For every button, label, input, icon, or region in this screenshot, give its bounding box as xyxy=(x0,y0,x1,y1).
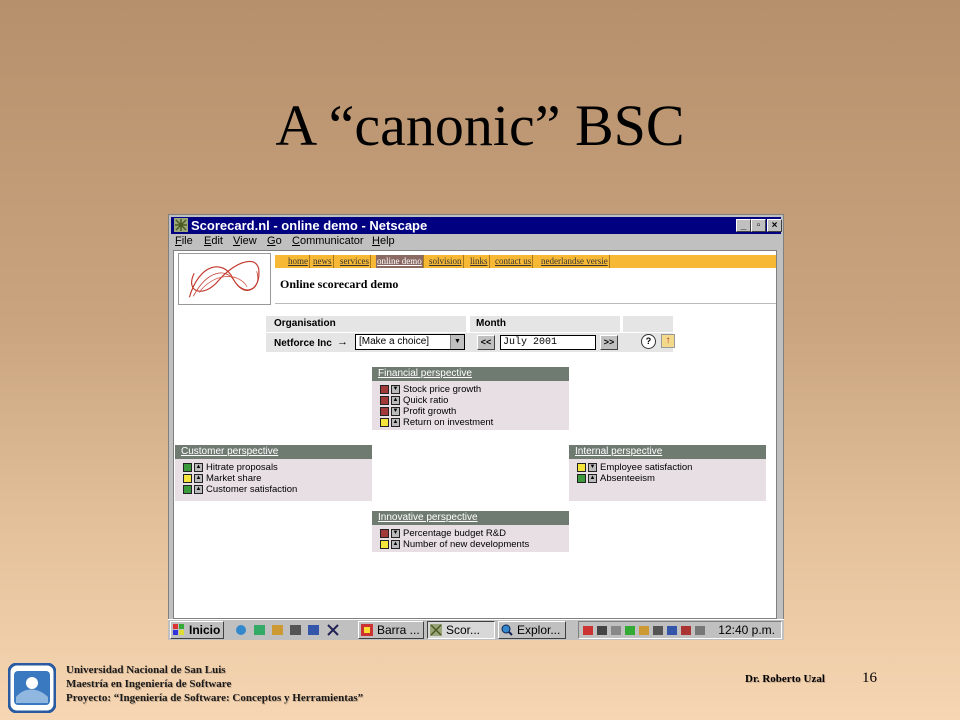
page-number: 16 xyxy=(862,670,877,686)
nav-nederlandse-versie[interactable]: nederlandse versie xyxy=(541,256,608,266)
organisation-select-value: [Make a choice] xyxy=(359,336,430,347)
menu-view[interactable]: View xyxy=(233,235,257,247)
kpi-row[interactable] xyxy=(577,473,766,484)
tray-icons[interactable] xyxy=(583,624,711,637)
kpi-label: Return on investment xyxy=(403,417,494,428)
internal-perspective-title[interactable]: Internal perspective xyxy=(569,445,766,459)
help-icon[interactable]: ? xyxy=(641,334,656,349)
status-light-icon xyxy=(380,385,389,394)
window-titlebar[interactable] xyxy=(171,217,781,234)
financial-perspective-title[interactable]: Financial perspective xyxy=(372,367,569,381)
trend-up-icon: ▲ xyxy=(195,485,202,492)
trend-down-icon: ▼ xyxy=(392,529,399,536)
trend-up-icon: ▲ xyxy=(195,463,202,470)
kpi-label: Employee satisfaction xyxy=(600,462,693,473)
trend-up-icon: ▲ xyxy=(589,474,596,481)
kpi-row[interactable] xyxy=(183,462,372,473)
status-light-icon xyxy=(183,463,192,472)
kpi-label: Quick ratio xyxy=(403,395,449,406)
status-light-icon xyxy=(183,485,192,494)
innovative-perspective xyxy=(372,511,569,552)
window-title: Scorecard.nl - online demo - Netscape xyxy=(191,218,428,233)
kpi-label: Stock price growth xyxy=(403,384,482,395)
system-tray xyxy=(578,621,782,639)
status-light-icon xyxy=(577,463,586,472)
task-scorecard[interactable] xyxy=(427,621,495,639)
nav-online-demo[interactable]: online demo xyxy=(377,256,422,266)
trend-down-icon: ▼ xyxy=(589,463,596,470)
site-nav xyxy=(275,255,777,268)
kpi-label: Customer satisfaction xyxy=(206,484,298,495)
status-light-icon xyxy=(380,407,389,416)
month-input[interactable]: July 2001 xyxy=(500,335,596,350)
footer-line-project: Proyecto: “Ingeniería de Software: Conceptos y Herramientas” xyxy=(66,692,364,704)
kpi-row[interactable] xyxy=(380,417,569,428)
customer-perspective-title[interactable]: Customer perspective xyxy=(175,445,372,459)
start-button[interactable] xyxy=(170,621,224,639)
task-label: Scor... xyxy=(446,623,481,637)
menu-go[interactable]: Go xyxy=(267,235,282,247)
kpi-row[interactable] xyxy=(577,462,766,473)
kpi-label: Hitrate proposals xyxy=(206,462,278,473)
status-light-icon xyxy=(380,540,389,549)
innovative-perspective-title[interactable]: Innovative perspective xyxy=(372,511,569,525)
footer-line-university: Universidad Nacional de San Luis xyxy=(66,664,226,676)
financial-perspective xyxy=(372,367,569,430)
vertical-scrollbar[interactable] xyxy=(777,250,781,619)
arrow-right-icon: → xyxy=(337,336,348,348)
kpi-label: Market share xyxy=(206,473,262,484)
kpi-row[interactable] xyxy=(380,539,569,550)
next-month-button[interactable]: >> xyxy=(600,335,618,350)
trend-down-icon: ▼ xyxy=(392,385,399,392)
kpi-label: Profit growth xyxy=(403,406,457,417)
status-light-icon xyxy=(380,396,389,405)
internal-perspective xyxy=(569,445,766,501)
kpi-label: Number of new developments xyxy=(403,539,530,550)
kpi-row[interactable] xyxy=(380,406,569,417)
close-button[interactable]: × xyxy=(767,219,782,232)
trend-up-icon: ▲ xyxy=(392,540,399,547)
task-label: Barra ... xyxy=(377,623,420,637)
organisation-name: Netforce Inc xyxy=(274,338,332,349)
slide-title: A “canonic” BSC xyxy=(275,93,685,158)
task-barra[interactable] xyxy=(358,621,424,639)
month-header: Month xyxy=(470,316,620,332)
trend-up-icon: ▲ xyxy=(392,396,399,403)
status-light-icon xyxy=(380,418,389,427)
trend-down-icon: ▼ xyxy=(392,407,399,414)
nav-links[interactable]: links xyxy=(470,256,488,266)
nav-solvision[interactable]: solvision xyxy=(429,256,462,266)
kpi-label: Percentage budget R&D xyxy=(403,528,506,539)
organisation-select[interactable] xyxy=(355,334,465,350)
task-explorer[interactable] xyxy=(498,621,566,639)
taskbar xyxy=(168,619,784,640)
kpi-row[interactable] xyxy=(380,384,569,395)
browser-window xyxy=(168,214,784,640)
status-light-icon xyxy=(380,529,389,538)
controls-header-spacer xyxy=(623,316,673,332)
kpi-row[interactable] xyxy=(380,528,569,539)
menu-edit[interactable]: Edit xyxy=(204,235,223,247)
maximize-button[interactable]: ▫ xyxy=(751,219,766,232)
footer-institution xyxy=(66,663,363,705)
netscape-icon xyxy=(174,218,188,232)
kpi-row[interactable] xyxy=(183,484,372,495)
explorer-icon xyxy=(501,624,513,636)
kpi-row[interactable] xyxy=(380,395,569,406)
menu-file[interactable]: File xyxy=(175,235,193,247)
menu-help[interactable]: Help xyxy=(372,235,395,247)
netscape-icon xyxy=(430,624,442,636)
prev-month-button[interactable]: << xyxy=(477,335,495,350)
university-logo xyxy=(8,663,56,713)
start-label: Inicio xyxy=(189,623,221,637)
kpi-label: Absenteeism xyxy=(600,473,655,484)
up-arrow-icon[interactable]: ↑ xyxy=(661,334,675,348)
trend-up-icon: ▲ xyxy=(195,474,202,481)
trend-up-icon: ▲ xyxy=(392,418,399,425)
window-icon xyxy=(361,624,373,636)
footer-line-program: Maestría en Ingeniería de Software xyxy=(66,678,232,690)
scorecard-logo[interactable] xyxy=(178,253,271,305)
kpi-row[interactable] xyxy=(183,473,372,484)
minimize-button[interactable]: _ xyxy=(736,219,751,232)
page-title: Online scorecard demo xyxy=(280,277,399,291)
page-content xyxy=(173,250,777,619)
organisation-header: Organisation xyxy=(266,316,466,332)
status-light-icon xyxy=(183,474,192,483)
task-label: Explor... xyxy=(517,623,561,637)
menu-communicator[interactable]: Communicator xyxy=(292,235,364,247)
quick-launch-icons[interactable] xyxy=(234,623,350,637)
footer-author: Dr. Roberto Uzal xyxy=(745,673,825,685)
nav-contact-us[interactable]: contact us xyxy=(495,256,532,266)
status-light-icon xyxy=(577,474,586,483)
customer-perspective xyxy=(175,445,372,501)
clock[interactable]: 12:40 p.m. xyxy=(718,623,775,637)
windows-logo-icon xyxy=(173,624,185,636)
nav-home[interactable]: home xyxy=(288,256,308,266)
nav-news[interactable]: news xyxy=(313,256,332,266)
header-divider xyxy=(275,303,777,304)
nav-services[interactable]: services xyxy=(340,256,369,266)
menu-bar xyxy=(171,234,781,249)
chevron-down-icon[interactable]: ▼ xyxy=(450,335,464,349)
